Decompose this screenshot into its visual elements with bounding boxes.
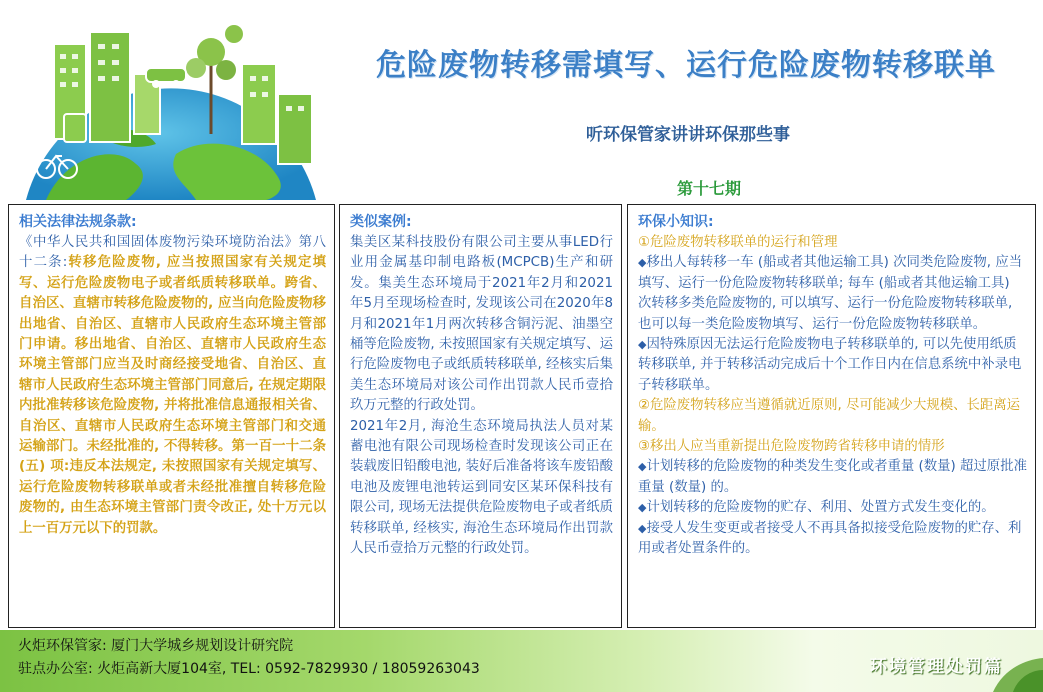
diamond-bullet-icon: ◆ (638, 501, 647, 515)
tip-item (638, 457, 1027, 498)
law-panel (8, 204, 335, 628)
footer-brand-label: 环境管理处罚篇 (870, 657, 1003, 677)
tip-item-text: 计划转移的危险废物的贮存、利用、处置方式发生变化的。 (646, 500, 995, 516)
footer-contact: 驻点办公室: 火炬高新大厦104室, TEL: 0592-7829930 / 18059263043 (18, 661, 480, 677)
tip-item-text: 移出人每转移一车 (船或者其他运输工具) 次同类危险废物, 应当填写、运行一份危险废物转移联单; 每车 (船或者其他运输工具) 次转移多类危险废物的, 可以填写、运行一份危险废物转移联单, 也可以每一类危险废物填写、运行一份危险废物转移联单。 (638, 255, 1023, 332)
law-name: 《中华人民共和国固体废物污染环境防治法》 (19, 235, 299, 250)
footer-organization: 火炬环保管家: 厦门大学城乡规划设计研究院 (18, 638, 294, 654)
tip-heading: ③移出人应当重新提出危险废物跨省转移申请的情形 (638, 439, 945, 455)
tip-item-text: 因特殊原因无法运行危险废物电子转移联单的, 可以先使用纸质转移联单, 并于转移活动完成后十个工作日内在信息系统中补录电子转移联单。 (638, 337, 1022, 393)
case-2-text: 2021年2月, 海沧生态环境局执法人员对某蓄电池有限公司现场检查时发现该公司正在装载废旧铅酸电池, 装好后准备将该车废铅酸电池及废锂电池转运到同安区某环保科技有限公司, 现场无法提供危险废物电子或者纸质转移联单, 经核实, 海沧生态环境局作出罚款人民币壹拾万元整的行政处罚。 (350, 418, 613, 557)
tip-item (638, 335, 1027, 396)
article-112-lead: 第一百一十二条 (五) 项: (19, 439, 327, 475)
tips-panel (627, 204, 1036, 628)
page-subtitle: 听环保管家讲讲环保那些事 (586, 125, 790, 145)
law-text (19, 233, 326, 539)
footer (0, 630, 1043, 692)
tip-item (638, 519, 1027, 560)
diamond-bullet-icon: ◆ (638, 338, 647, 352)
article-112-body: 违反本法规定, 未按照国家有关规定填写、运行危险废物转移联单或者未经批准擅自转移危险废物的, 由生态环境主管部门责令改正, 处十万元以上一百万元以下的罚款。 (19, 459, 327, 536)
diamond-bullet-icon: ◆ (638, 256, 647, 270)
header (0, 0, 1043, 204)
tip-item (638, 253, 1027, 335)
leaf-decoration-icon (933, 630, 1043, 692)
diamond-bullet-icon: ◆ (638, 521, 647, 535)
issue-number: 第十七期 (677, 179, 742, 198)
law-panel-title: 相关法律法规条款: (19, 214, 137, 230)
case-1-text: 集美区某科技股份有限公司主要从事LED行业用金属基印制电路板(MCPCB)生产和研发。集美生态环境局于2021年2月和2021年5月至现场检查时, 发现该公司在2020年8月和2021年1月两次转移含铜污泥、油墨空桶等危险废物, 未按照国家有关规定填写、运行危险废物电子或纸质转移联单, 经核实后集美生态环境局对该公司作出罚款人民币壹拾玖万元整的行政处罚。 (350, 235, 613, 414)
article-82-lead: 第八十二条: (19, 235, 327, 271)
article-82-body: 转移危险废物, 应当按照国家有关规定填写、运行危险废物电子或者纸质转移联单。跨省、自治区、直辖市转移危险废物的, 应当向危险废物移出地省、自治区、直辖市人民政府生态环境主管部门申请。移出地省、自治区、直辖市人民政府生态环境主管部门应当及时商经接受地省、自治区、直辖市人民政府生态环境主管部门同意后, 在规定期限内批准转移该危险废物, 并将批准信息通报相关省、自治区、直辖市人民政府生态环境主管部门和交通运输部门。未经批准的, 不得转移。 (19, 255, 326, 455)
tips-panel-title: 环保小知识: (638, 214, 714, 230)
tip-item (638, 498, 1027, 518)
green-city-globe-illustration (6, 4, 336, 200)
tip-item-text: 计划转移的危险废物的种类发生变化或者重量 (数量) 超过原批准重量 (数量) 的。 (638, 459, 1027, 495)
case-panel (339, 204, 622, 628)
tip-item-text: 接受人发生变更或者接受人不再具备拟接受危险废物的贮存、利用或者处置条件的。 (638, 520, 1022, 557)
tip-heading: ②危险废物转移应当遵循就近原则, 尽可能减少大规模、长距离运输。 (638, 398, 1021, 434)
case-panel-title: 类似案例: (350, 214, 412, 230)
diamond-bullet-icon: ◆ (638, 460, 647, 474)
page-title: 危险废物转移需填写、运行危险废物转移联单 (376, 48, 996, 83)
tip-heading: ①危险废物转移联单的运行和管理 (638, 235, 838, 250)
